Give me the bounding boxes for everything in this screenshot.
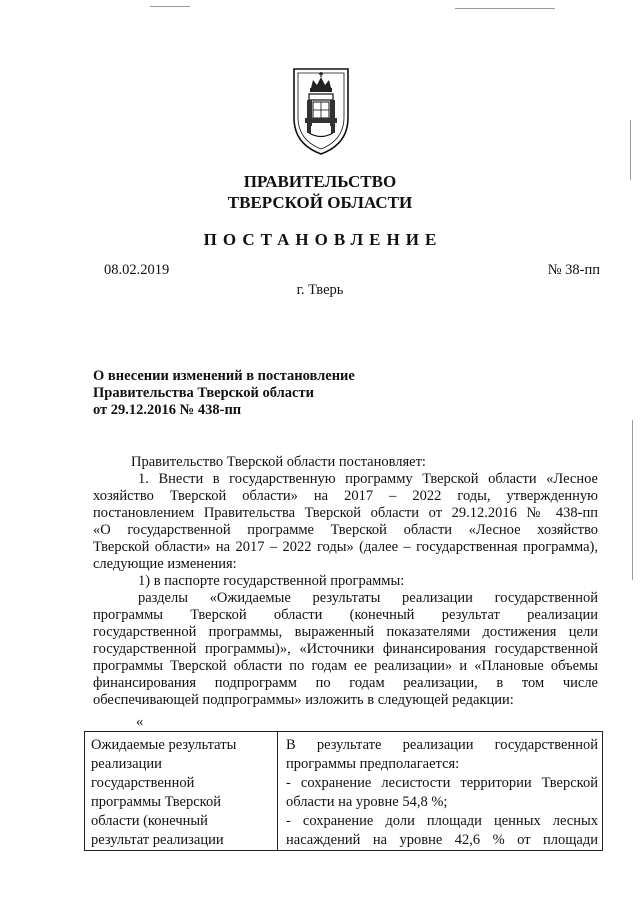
document-number: № 38-пп xyxy=(547,262,600,278)
opening-quote: « xyxy=(136,714,144,730)
table-cell-line: результат реализации xyxy=(91,832,224,848)
body-line: государственной программы)», «Источники финансирования государственной xyxy=(93,641,598,657)
body-line: государственной программы, выраженный показателями достижения цели xyxy=(93,624,598,640)
table-cell-line: - сохранение лесистости территории Тверской xyxy=(286,775,598,791)
body-line: программы Тверской области (конечный результат реализации xyxy=(93,607,598,623)
document-date: 08.02.2019 xyxy=(104,262,170,278)
table-cell-line: государственной xyxy=(91,775,195,791)
body-line: постановлением Правительства Тверской области от 29.12.2016 № 438-пп xyxy=(93,505,598,521)
body-line: обеспечивающей подпрограммы» изложить в следующей редакции: xyxy=(93,692,514,708)
body-line: финансирования подпрограмм по годам реализации, в том числе xyxy=(93,675,598,691)
table-column-divider xyxy=(277,732,278,850)
body-line: «О государственной программе Тверской области «Лесное хозяйство xyxy=(93,522,598,538)
document-type: ПОСТАНОВЛЕНИЕ xyxy=(203,230,443,249)
table-cell-label xyxy=(91,736,271,850)
table-cell-line: - сохранение доли площади ценных лесных xyxy=(286,813,598,829)
table-cell-value xyxy=(286,736,598,850)
scan-artifact xyxy=(632,420,633,580)
body-line: Тверской области» на 2017 – 2022 годы» (далее – государственная программа), xyxy=(93,539,598,555)
scan-artifact xyxy=(455,8,555,9)
government-region: ТВЕРСКОЙ ОБЛАСТИ xyxy=(227,193,413,212)
body-line: разделы «Ожидаемые результаты реализации государственной xyxy=(138,590,598,606)
subject-line: от 29.12.2016 № 438-пп xyxy=(93,402,242,418)
document-subject xyxy=(93,368,355,419)
coat-of-arms-emblem xyxy=(291,66,351,156)
table-cell-line: области на уровне 54,8 %; xyxy=(286,794,448,810)
body-line: Правительство Тверской области постановляет: xyxy=(131,454,426,470)
table-cell-line: реализации xyxy=(91,756,162,772)
table-cell-line: Ожидаемые результаты xyxy=(91,737,237,753)
government-title: ПРАВИТЕЛЬСТВО xyxy=(243,172,397,191)
body-line: следующие изменения: xyxy=(93,556,237,572)
body-line: программы Тверской области по годам ее реализации» и «Плановые объемы xyxy=(93,658,598,674)
subject-line: О внесении изменений в постановление xyxy=(93,368,355,384)
program-results-table xyxy=(84,731,603,851)
body-line: хозяйство Тверской области» на 2017 – 2022 годы, утвержденную xyxy=(93,488,598,504)
table-cell-line: насаждений на уровне 42,6 % от площади xyxy=(286,832,598,848)
document-body xyxy=(93,454,598,709)
body-line: 1. Внести в государственную программу Тверской области «Лесное xyxy=(138,471,598,487)
table-cell-line: В результате реализации государственной xyxy=(286,737,598,753)
body-line: 1) в паспорте государственной программы: xyxy=(138,573,405,589)
table-cell-line: программы предполагается: xyxy=(286,756,460,772)
document-city: г. Тверь xyxy=(296,282,344,298)
scan-artifact xyxy=(150,6,190,7)
subject-line: Правительства Тверской области xyxy=(93,385,314,401)
table-cell-line: области (конечный xyxy=(91,813,208,829)
table-cell-line: программы Тверской xyxy=(91,794,221,810)
